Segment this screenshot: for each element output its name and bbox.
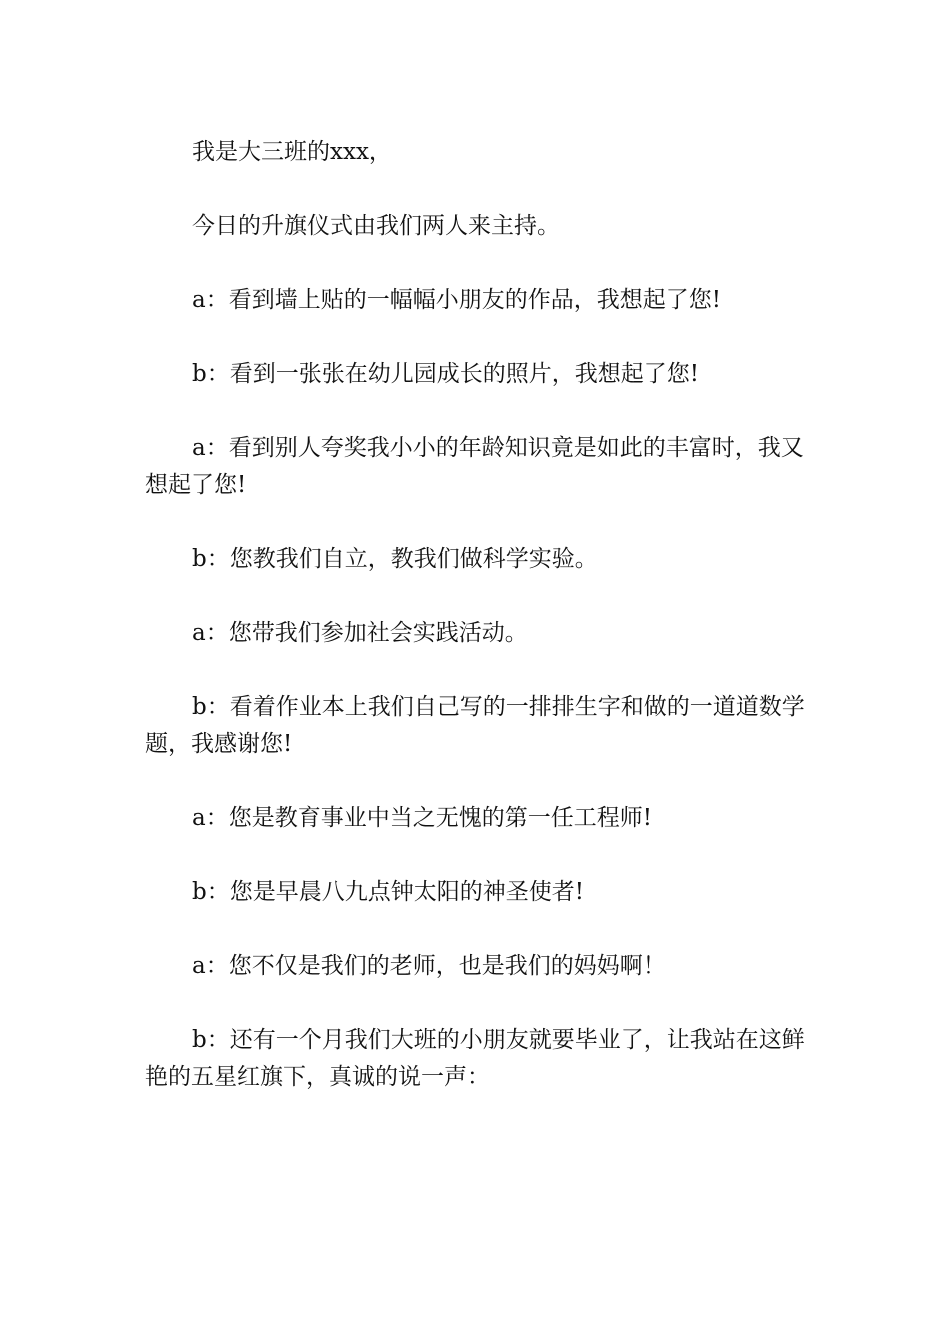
paragraph: b：还有一个月我们大班的小朋友就要毕业了，让我站在这鲜艳的五星红旗下，真诚的说一声：	[145, 1027, 805, 1090]
paragraph: 今日的升旗仪式由我们两人来主持。	[192, 213, 560, 239]
document-body	[145, 134, 810, 1133]
paragraph: b：看到一张张在幼儿园成长的照片，我想起了您!	[192, 361, 699, 387]
paragraph: a：看到别人夸奖我小小的年龄知识竟是如此的丰富时，我又想起了您!	[145, 435, 804, 498]
paragraph: a：看到墙上贴的一幅幅小朋友的作品，我想起了您!	[192, 287, 721, 313]
paragraph: b：您教我们自立，教我们做科学实验。	[192, 546, 598, 572]
paragraph: b：看着作业本上我们自己写的一排排生字和做的一道道数学题，我感谢您!	[145, 694, 805, 757]
paragraph: b：您是早晨八九点钟太阳的神圣使者!	[192, 879, 584, 905]
paragraph: 我是大三班的xxx，	[192, 139, 392, 165]
paragraph: a：您带我们参加社会实践活动。	[192, 620, 528, 646]
paragraph: a：您是教育事业中当之无愧的第一任工程师!	[192, 805, 652, 831]
paragraph: a：您不仅是我们的老师，也是我们的妈妈啊！	[192, 953, 666, 979]
